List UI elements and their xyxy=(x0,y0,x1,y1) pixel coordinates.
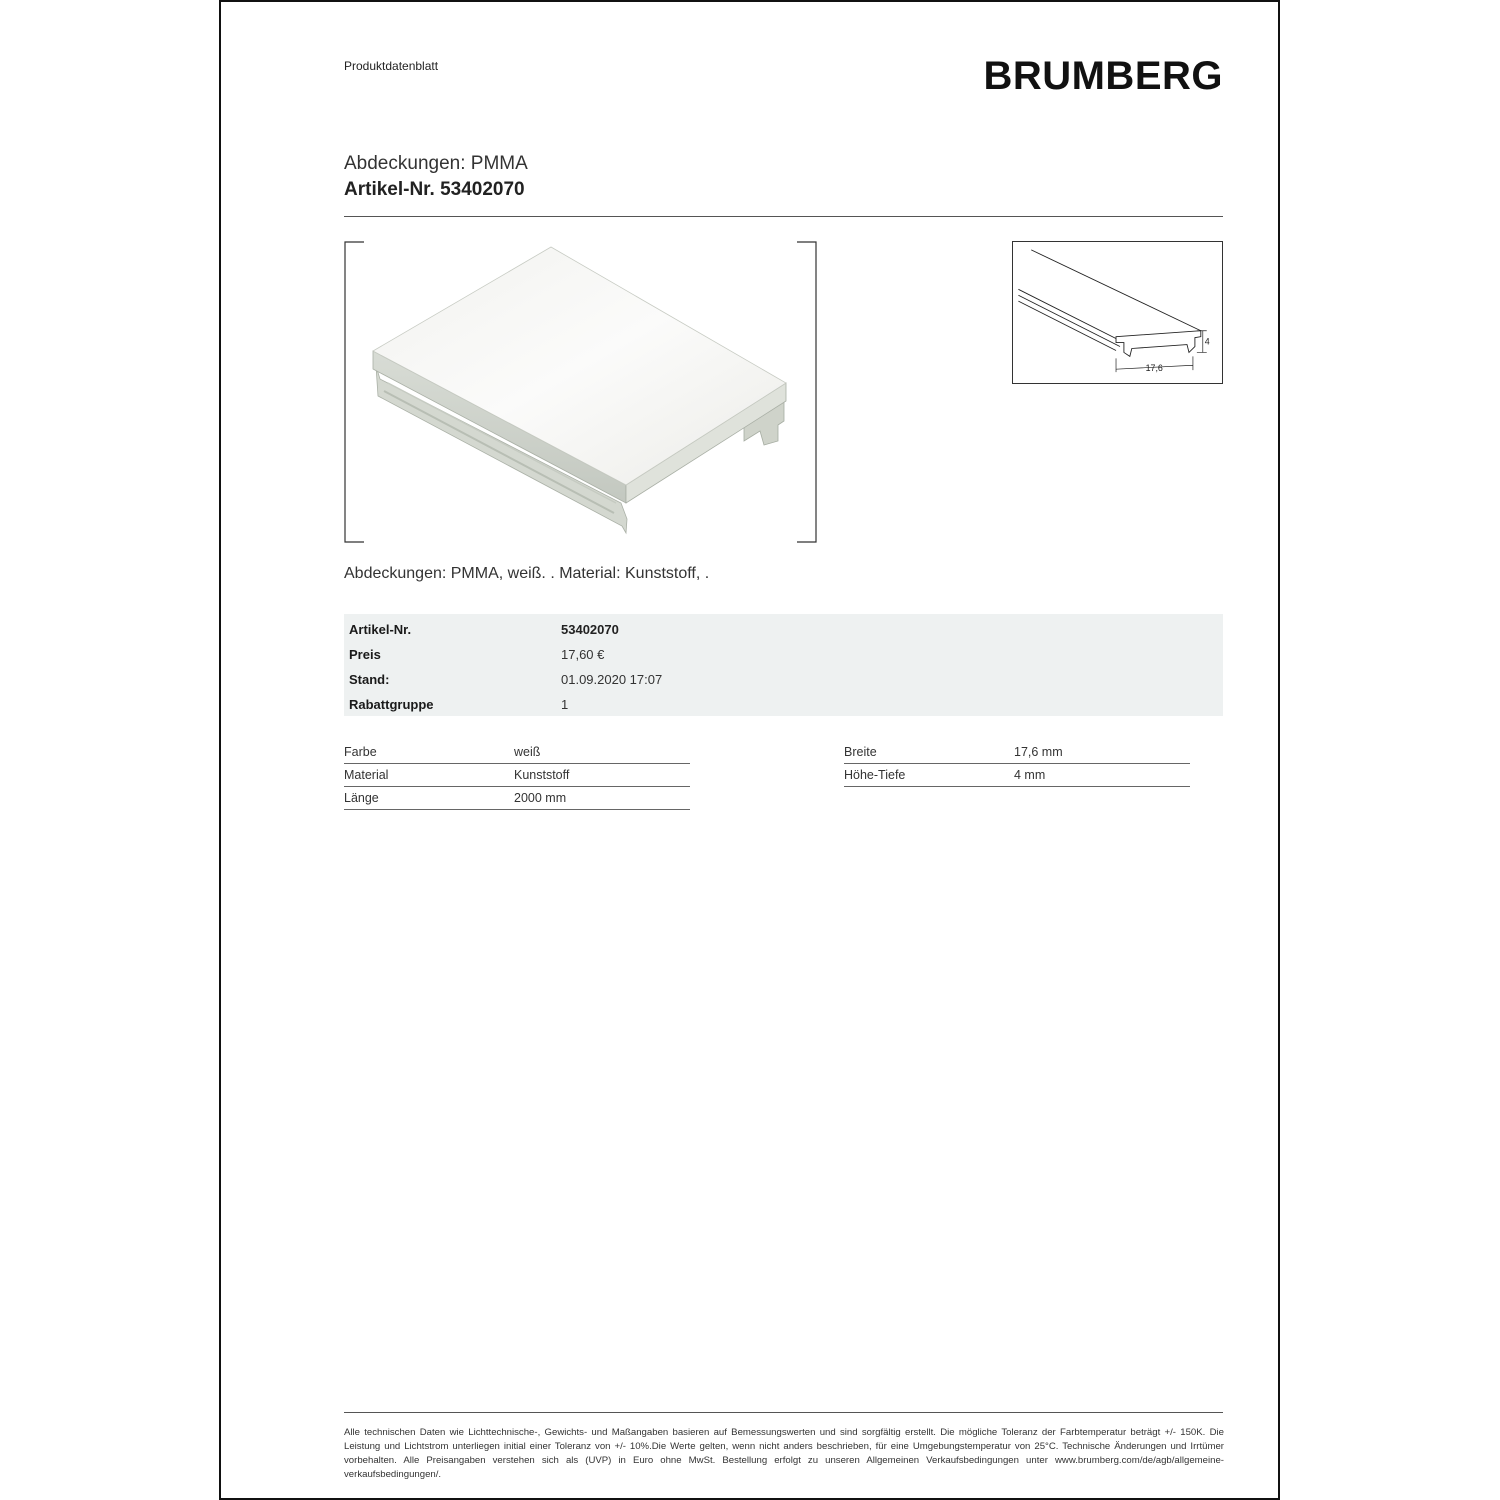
spec-table-left xyxy=(344,741,690,810)
key-info-table xyxy=(344,614,1223,716)
spec-row xyxy=(344,787,690,810)
spec-row xyxy=(844,764,1190,787)
spec-label: Material xyxy=(344,768,389,782)
height-dimension-label: 4 xyxy=(1204,336,1210,347)
key-row-price xyxy=(344,642,1223,667)
product-title: Artikel-Nr. 53402070 xyxy=(344,179,525,200)
key-row-article xyxy=(344,617,1223,642)
key-value: 01.09.2020 17:07 xyxy=(561,672,663,687)
key-row-discount-group xyxy=(344,692,1223,717)
footer-divider xyxy=(344,1412,1223,1413)
spec-row xyxy=(844,741,1190,764)
key-value: 17,60 € xyxy=(561,647,605,662)
key-row-date xyxy=(344,667,1223,692)
width-dimension-label: 17,6 xyxy=(1145,363,1163,374)
key-label: Stand: xyxy=(349,672,390,687)
spec-value: 4 mm xyxy=(1014,768,1046,782)
legal-disclaimer: Alle technischen Daten wie Lichttechnische-, Gewichts- und Maßangaben basieren auf Bemessungswerten und sind sorgfältig erstellt. Die mögliche Toleranz der Farbtemperatur beträgt +/- 150K. Die Leistung und Lichtstrom unterliegen initial einer Toleranz von +/- 10%.Die Werte gelten, wenn nicht anders beschrieben, für eine Umgebungstemperatur von 25°C. Technische Änderungen und Irrtümer vorbehalten. Alle Preisangaben verstehen sich als (UVP) in Euro ohne MwSt. Bestellung erfolgt zu unseren Allgemeinen Verkaufsbedingungen unter www.brumberg.com/de/agb/allgemeine-verkaufsbedingungen/. xyxy=(344,1427,1224,1480)
key-label: Preis xyxy=(349,647,381,662)
spec-value: 2000 mm xyxy=(514,791,567,805)
spec-table-right xyxy=(844,741,1190,787)
spec-label: Länge xyxy=(344,791,379,805)
key-value: 1 xyxy=(561,697,569,712)
spec-label: Höhe-Tiefe xyxy=(844,768,906,782)
key-label: Artikel-Nr. xyxy=(349,622,412,637)
product-description: Abdeckungen: PMMA, weiß. . Material: Kunststoff, . xyxy=(344,565,710,582)
spec-value: 17,6 mm xyxy=(1014,745,1063,759)
brand-logo: BRUMBERG xyxy=(983,54,1223,98)
spec-value: Kunststoff xyxy=(514,768,570,782)
spec-row xyxy=(344,764,690,787)
spec-label: Farbe xyxy=(344,745,377,759)
spec-value: weiß xyxy=(514,745,541,759)
product-subtitle: Abdeckungen: PMMA xyxy=(344,153,528,174)
product-image xyxy=(344,241,817,544)
key-value: 53402070 xyxy=(561,622,619,637)
spec-row xyxy=(344,741,690,764)
spec-label: Breite xyxy=(844,745,877,759)
datasheet-page xyxy=(219,0,1280,1500)
document-type: Produktdatenblatt xyxy=(344,59,439,73)
cross-section-drawing xyxy=(1012,241,1223,384)
header-divider xyxy=(344,216,1223,217)
key-label: Rabattgruppe xyxy=(349,697,434,712)
